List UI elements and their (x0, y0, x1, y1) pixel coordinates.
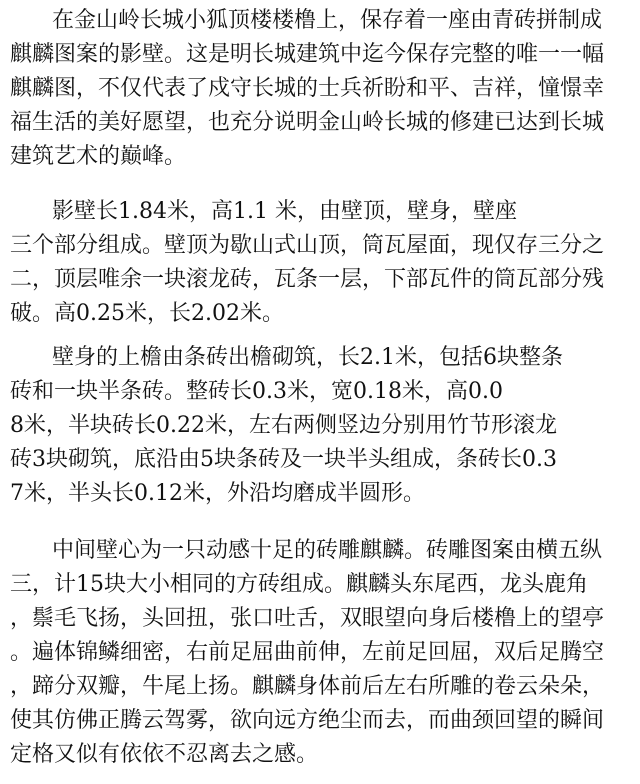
text-line: 影壁长1.84米，高1.1 米，由壁顶，壁身，壁座 (52, 199, 517, 224)
text-line: 砖3块砌筑，底沿由5块条砖及一块半头组成，条砖长0.3 (10, 447, 557, 472)
text-line: 三，计15块大小相同的方砖组成。麒麟头东尾西，龙头鹿角 (10, 572, 588, 597)
text-line: ，鬃毛飞扬，头回扭，张口吐舌，双眼望向身后楼橹上的望亭 (10, 606, 605, 631)
text-line: 建筑艺术的巅峰。 (10, 144, 187, 169)
text-line: 壁身的上檐由条砖出檐砌筑，长2.1米，包括6块整条 (52, 345, 563, 370)
text-line: 在金山岭长城小狐顶楼楼橹上，保存着一座由青砖拼制成 (52, 8, 603, 33)
text-line: 。遍体锦鳞细密，右前足屈曲前伸，左前足回屈，双后足腾空 (10, 640, 605, 665)
text-line: ，蹄分双瓣，牛尾上扬。麒麟身体前后左右所雕的卷云朵朵， (10, 674, 605, 699)
text-line: 8米，半块砖长0.22米，左右两侧竖边分别用竹节形滚龙 (10, 413, 557, 438)
text-line: 中间壁心为一只动感十足的砖雕麒麟。砖雕图案由横五纵 (52, 538, 603, 563)
text-line: 砖和一块半条砖。整砖长0.3米，宽0.18米，高0.0 (10, 379, 503, 404)
paragraph-2 (0, 195, 640, 331)
text-line: 7米，半头长0.12米，外沿均磨成半圆形。 (10, 481, 425, 506)
text-line: 破。高0.25米，长2.02米。 (10, 301, 284, 326)
text-line: 三个部分组成。壁顶为歇山式山顶，筒瓦屋面，现仅存三分之 (10, 233, 605, 258)
text-line: 定格又似有依依不忍离去之感。 (10, 742, 319, 767)
text-line: 二，顶层唯余一块滚龙砖，瓦条一层，下部瓦件的筒瓦部分残 (10, 267, 605, 292)
paragraph-1 (0, 4, 640, 174)
text-line: 麒麟图，不仅代表了戍守长城的士兵祈盼和平、吉祥，憧憬幸 (10, 76, 605, 101)
text-line: 使其仿佛正腾云驾雾，欲向远方绝尘而去，而曲颈回望的瞬间 (10, 708, 605, 733)
paragraph-3 (0, 341, 640, 511)
paragraph-4 (0, 534, 640, 772)
text-line: 麒麟图案的影壁。这是明长城建筑中迄今保存完整的唯一一幅 (10, 42, 605, 67)
text-line: 福生活的美好愿望，也充分说明金山岭长城的修建已达到长城 (10, 110, 605, 135)
